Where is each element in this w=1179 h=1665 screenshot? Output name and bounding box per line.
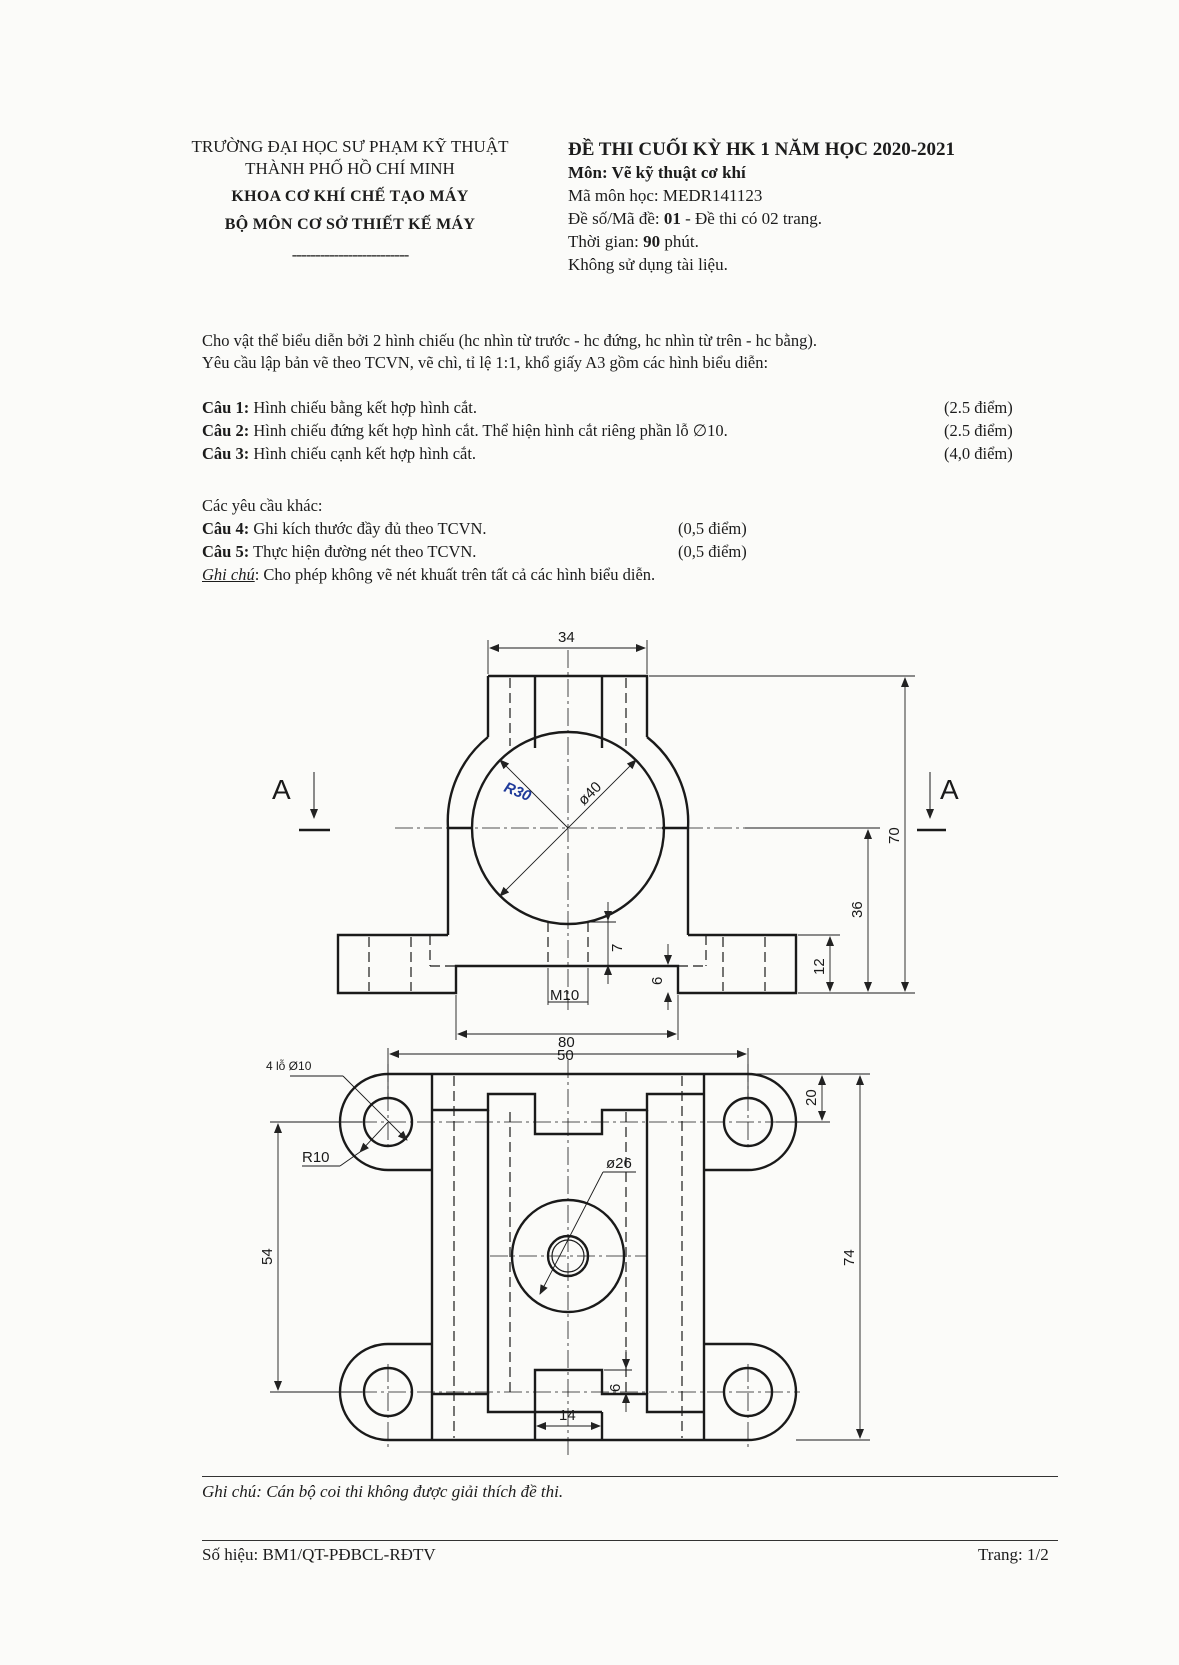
front-hidden-lines bbox=[369, 678, 765, 991]
intro-line2: Yêu cầu lập bản vẽ theo TCVN, vẽ chì, tỉ lệ 1:1, khổ giấy A3 gồm các hình biểu diễn: bbox=[202, 353, 769, 372]
form-code: Số hiệu: BM1/QT-PĐBCL-RĐTV bbox=[202, 1545, 436, 1564]
front-dim-labels bbox=[272, 629, 959, 1064]
exam-title: ĐỀ THI CUỐI KỲ HK 1 NĂM HỌC 2020-2021 bbox=[568, 139, 956, 160]
footer-divider-top bbox=[202, 1476, 1058, 1477]
dim-20: 20 bbox=[803, 1089, 820, 1106]
question-text: Thực hiện đường nét theo TCVN. bbox=[249, 542, 477, 561]
dim-14: 14 bbox=[559, 1407, 576, 1424]
time-value: 90 bbox=[643, 232, 661, 251]
course-code: Mã môn học: MEDR141123 bbox=[568, 186, 763, 205]
question-text: Hình chiếu đứng kết hợp hình cắt. Thể hiện hình cắt riêng phần lỗ ∅10. bbox=[249, 421, 728, 440]
exam-number: 01 bbox=[663, 209, 681, 228]
time-unit: phút. bbox=[660, 232, 699, 251]
question-label: Câu 5: bbox=[202, 542, 250, 561]
subject-label: Môn: bbox=[568, 163, 612, 182]
top-view bbox=[270, 1048, 870, 1455]
dim-6: 6 bbox=[649, 976, 666, 985]
dim-12: 12 bbox=[811, 958, 828, 975]
dim-50: 50 bbox=[557, 1047, 574, 1064]
question-text: Hình chiếu cạnh kết hợp hình cắt. bbox=[249, 444, 477, 463]
note-text: : Cho phép không vẽ nét khuất trên tất cả các hình biểu diễn. bbox=[254, 565, 656, 584]
dim-d26: ø26 bbox=[606, 1155, 632, 1172]
top-dimensions bbox=[270, 1048, 870, 1440]
section-marker-left bbox=[299, 772, 330, 830]
dim-70: 70 bbox=[886, 827, 903, 844]
materials-rule: Không sử dụng tài liệu. bbox=[568, 255, 728, 274]
header-separator: ------------------------- bbox=[291, 245, 409, 264]
dim-R30: R30 bbox=[501, 778, 534, 806]
footer-note: Ghi chú: Cán bộ coi thi không được giải thích đề thi. bbox=[202, 1482, 564, 1501]
other-requirements-heading: Các yêu cầu khác: bbox=[202, 496, 323, 515]
question-1-points: (2.5 điểm) bbox=[944, 398, 1013, 417]
page-number: Trang: 1/2 bbox=[978, 1545, 1049, 1564]
time-label: Thời gian: bbox=[568, 232, 644, 251]
section-label-left: A bbox=[272, 774, 291, 805]
front-view bbox=[299, 640, 946, 1040]
footer-divider-bottom bbox=[202, 1540, 1058, 1541]
question-5-points: (0,5 điểm) bbox=[678, 542, 747, 561]
dim-80: 80 bbox=[558, 1034, 575, 1051]
note-label: Ghi chú bbox=[202, 565, 255, 584]
question-text: Hình chiếu bằng kết hợp hình cắt. bbox=[249, 398, 477, 417]
faculty-name: KHOA CƠ KHÍ CHẾ TẠO MÁY bbox=[231, 188, 469, 205]
dim-R10: R10 bbox=[302, 1149, 330, 1166]
question-label: Câu 1: bbox=[202, 398, 250, 417]
holes-callout: 4 lỗ Ø10 bbox=[266, 1059, 312, 1073]
dim-d40: ø40 bbox=[574, 778, 606, 809]
dim-34: 34 bbox=[558, 629, 575, 646]
question-label: Câu 3: bbox=[202, 444, 250, 463]
question-label: Câu 2: bbox=[202, 421, 250, 440]
subject-name: Vẽ kỹ thuật cơ khí bbox=[611, 163, 746, 182]
front-dimensions bbox=[456, 640, 915, 1040]
dim-74: 74 bbox=[841, 1249, 858, 1266]
university-line2: THÀNH PHỐ HỒ CHÍ MINH bbox=[245, 159, 455, 178]
question-2-points: (2.5 điểm) bbox=[944, 421, 1013, 440]
dim-7: 7 bbox=[609, 943, 626, 952]
exam-number-label: Đề số/Mã đề: bbox=[568, 209, 664, 228]
dim-M10: M10 bbox=[550, 987, 580, 1004]
intro-line1: Cho vật thể biểu diễn bởi 2 hình chiếu (hc nhìn từ trước - hc đứng, hc nhìn từ trên - hc bằng). bbox=[202, 331, 817, 350]
question-4-points: (0,5 điểm) bbox=[678, 519, 747, 538]
dim-6-top: 6 bbox=[607, 1383, 624, 1392]
exam-pages: - Đề thi có 02 trang. bbox=[680, 209, 822, 228]
question-3-points: (4,0 điểm) bbox=[944, 444, 1013, 463]
university-line1: TRƯỜNG ĐẠI HỌC SƯ PHẠM KỸ THUẬT bbox=[191, 137, 509, 156]
department-name: BỘ MÔN CƠ SỞ THIẾT KẾ MÁY bbox=[224, 216, 476, 233]
dim-36: 36 bbox=[849, 901, 866, 918]
front-outline bbox=[338, 676, 796, 993]
top-center-lines bbox=[330, 1060, 800, 1455]
section-label-right: A bbox=[940, 774, 959, 805]
dim-54: 54 bbox=[259, 1248, 276, 1265]
question-text: Ghi kích thước đầy đủ theo TCVN. bbox=[249, 519, 487, 538]
question-label: Câu 4: bbox=[202, 519, 250, 538]
